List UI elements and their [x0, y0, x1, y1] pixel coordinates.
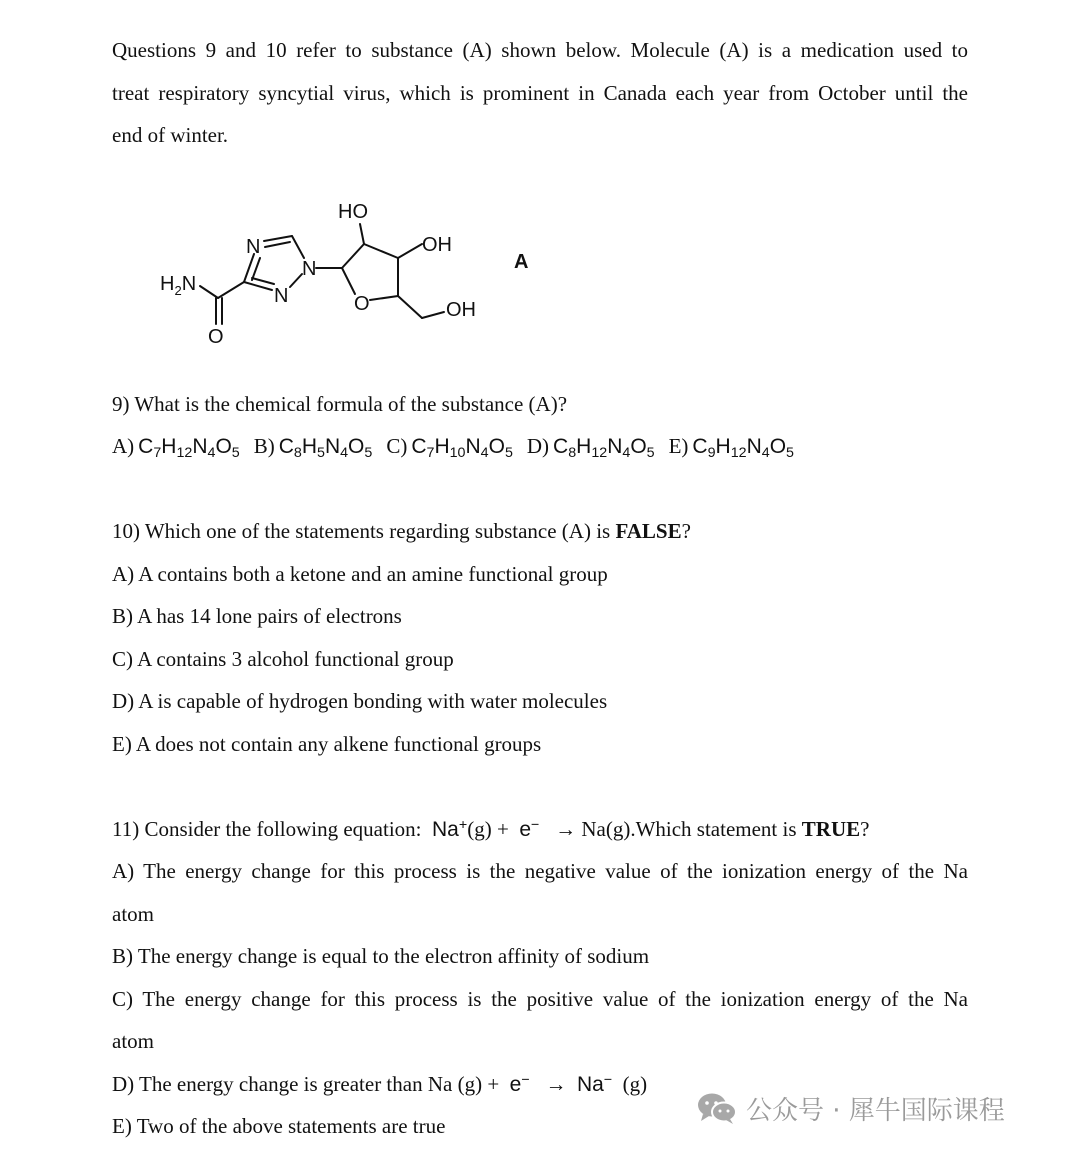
q11-option-a-line1: A) The energy change for this process is the negative value of the ionization energy of the Na	[112, 859, 968, 883]
chemical-formula: $C_8H_{12}N_4O_5$	[553, 435, 655, 461]
q9-stem: 9) What is the chemical formula of the substance (A)?	[112, 392, 568, 416]
atom-oh-upper: OH	[422, 234, 452, 256]
q11-option-e: E) Two of the above statements are true	[112, 1114, 446, 1138]
q9-option-b: B) $C_8H_5N_4O_5$	[253, 434, 373, 461]
molecule-structure	[0, 0, 1080, 380]
intro-line-3: end of winter.	[112, 123, 229, 147]
q9-options	[112, 434, 808, 459]
q11-option-c-line2: atom	[112, 1029, 154, 1053]
chemical-formula: $C_9H_{12}N_4O_5$	[692, 435, 794, 461]
q11-option-c-line1: C) The energy change for this process is the positive value of the ionization energy of the Na	[112, 987, 968, 1011]
atom-carbonyl-o: O	[208, 326, 224, 348]
q10-stem: 10) Which one of the statements regarding substance (A) is FALSE?	[112, 519, 691, 543]
q10-option-e: E) A does not contain any alkene functional groups	[112, 732, 542, 756]
molecule-bonds	[200, 224, 444, 324]
atom-n-top: N	[246, 236, 261, 258]
q10-option-a: A) A contains both a ketone and an amine functional group	[112, 562, 608, 586]
q9-option-e: E) $C_9H_{12}N_4O_5$	[668, 434, 794, 461]
atom-n-ring: N	[302, 258, 317, 280]
atom-oh-lower: OH	[446, 299, 476, 321]
q10-option-d: D) A is capable of hydrogen bonding with water molecules	[112, 689, 608, 713]
chemical-formula: $C_7H_{12}N_4O_5$	[138, 435, 240, 461]
intro-line-2: treat respiratory syncytial virus, which is prominent in Canada each year from October until the	[112, 81, 968, 105]
atom-amine: $H_2N$	[160, 273, 197, 298]
chemical-formula: $C_8H_5N_4O_5$	[278, 435, 373, 461]
q11-option-b: B) The energy change is equal to the electron affinity of sodium	[112, 944, 650, 968]
atom-n-bottom: N	[274, 285, 289, 307]
intro-line-1: Questions 9 and 10 refer to substance (A) shown below. Molecule (A) is a medication used to	[112, 38, 968, 62]
q11-stem: 11) Consider the following equation: Na+(g) + e− → Na(g).Which statement is TRUE?	[112, 816, 870, 841]
atom-ho-top: HO	[338, 201, 368, 223]
wechat-icon	[696, 1091, 738, 1125]
q9-option-d: D) $C_8H_{12}N_4O_5$	[526, 434, 655, 461]
atom-ring-o: O	[354, 293, 370, 315]
q11-option-d: D) The energy change is greater than Na (g) + e− → Na− (g)	[112, 1071, 648, 1096]
q9-option-a: A) $C_7H_{12}N_4O_5$	[112, 434, 240, 461]
chemical-formula: $C_7H_{10}N_4O_5$	[411, 435, 513, 461]
watermark	[696, 1088, 1005, 1128]
watermark-text: 公众号 · 犀牛国际课程	[746, 1095, 1005, 1126]
q10-option-c: C) A contains 3 alcohol functional group	[112, 647, 454, 671]
figure-label: A	[514, 251, 529, 273]
q9-option-c: C) $C_7H_{10}N_4O_5$	[386, 434, 513, 461]
q10-option-b: B) A has 14 lone pairs of electrons	[112, 604, 402, 628]
q11-option-a-line2: atom	[112, 902, 154, 926]
